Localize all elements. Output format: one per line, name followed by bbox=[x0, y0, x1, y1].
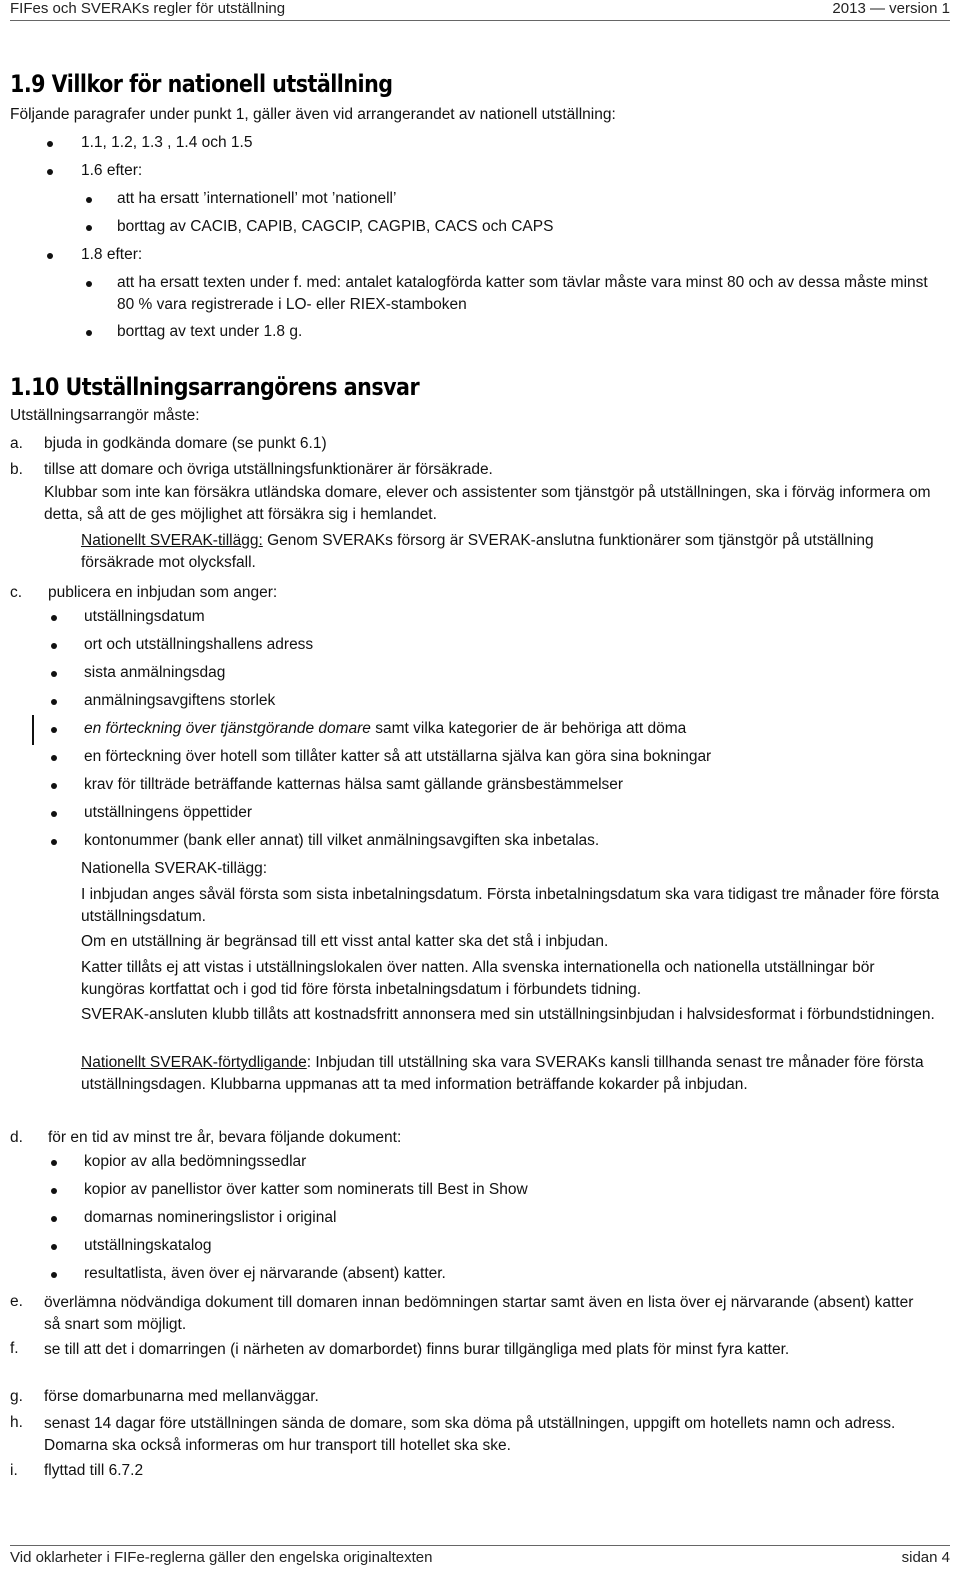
note-text: Genom SVERAKs försorg är SVERAK-anslutna funktionärer som tjänstgör på utställning försäkrade mot olycksfall. bbox=[81, 532, 874, 571]
note-label: Nationellt SVERAK-förtydligande bbox=[81, 1054, 307, 1071]
text: samt vilka kategorier de är behöriga att döma bbox=[370, 720, 687, 737]
bullet bbox=[51, 1244, 57, 1250]
national-note: Om en utställning är begränsad till ett visst antal katter ska det stå i inbjudan. bbox=[81, 933, 609, 950]
list-item: resultatlista, även över ej närvarande (absent) katter. bbox=[84, 1265, 446, 1282]
section-1-9-intro: Följande paragrafer under punkt 1, gäller även vid arrangerandet av nationell utställning: bbox=[10, 106, 616, 123]
bullet bbox=[47, 141, 53, 147]
list-item: 1.1, 1.2, 1.3 , 1.4 och 1.5 bbox=[81, 134, 253, 151]
bullet bbox=[51, 1160, 57, 1166]
list-marker: e. bbox=[10, 1293, 23, 1310]
list-item: ort och utställningshallens adress bbox=[84, 636, 314, 653]
list-item: kopior av panellistor över katter som nominerats till Best in Show bbox=[84, 1181, 528, 1198]
list-item: sista anmälningsdag bbox=[84, 664, 226, 681]
header-version: 2013 — version 1 bbox=[832, 0, 950, 17]
page-header bbox=[10, 0, 950, 20]
note-text: : Inbjudan till utställning ska vara SVERAKs kansli tillhanda senast tre månader före första utställningsdagen. Klubbarna uppmanas att ta med information beträffande kokarder på inbjudan. bbox=[81, 1054, 924, 1093]
list-item: tillse att domare och övriga utställningsfunktionärer är försäkrade. bbox=[44, 461, 493, 478]
list-item: publicera en inbjudan som anger: bbox=[48, 584, 278, 601]
list-item: se till att det i domarringen (i närheten av domarbordet) finns burar tillgängliga med plats för minst fyra katter. bbox=[44, 1341, 790, 1358]
list-marker: g. bbox=[10, 1388, 23, 1405]
page-number: sidan 4 bbox=[901, 1549, 950, 1566]
bullet bbox=[47, 253, 53, 259]
italic-text: en förteckning över tjänstgörande domare bbox=[84, 720, 371, 737]
national-note: SVERAK-ansluten klubb tillåts att kostnadsfritt annonsera med sin utställningsinbjudan i halvsidesformat i förbundstidningen. bbox=[81, 1006, 935, 1023]
paragraph: Klubbar som inte kan försäkra utländska domare, elever och assistenter som tjänstgör på utställningen, ska i förväg informera om detta, så att de ges möjlighet att försäkra sig i hemlandet. bbox=[44, 484, 931, 523]
footer-note: Vid oklarheter i FIFe-reglerna gäller den engelska originaltexten bbox=[10, 1549, 433, 1566]
list-item: krav för tillträde beträffande katternas hälsa samt gällande gränsbestämmelser bbox=[84, 776, 624, 793]
list-marker: c. bbox=[10, 584, 23, 601]
list-marker: i. bbox=[10, 1462, 18, 1479]
list-marker: d. bbox=[10, 1129, 23, 1146]
page-footer bbox=[10, 1549, 950, 1566]
bullet bbox=[51, 671, 57, 677]
list-item: kontonummer (bank eller annat) till vilket anmälningsavgiften ska inbetalas. bbox=[84, 832, 600, 849]
list-item: flyttad till 6.7.2 bbox=[44, 1462, 144, 1479]
bullet bbox=[51, 1216, 57, 1222]
bullet bbox=[51, 699, 57, 705]
bullet bbox=[51, 1188, 57, 1194]
footer-divider bbox=[10, 1545, 950, 1546]
national-note bbox=[81, 530, 941, 574]
list-item: utställningskatalog bbox=[84, 1237, 212, 1254]
bullet bbox=[51, 615, 57, 621]
list-item: bjuda in godkända domare (se punkt 6.1) bbox=[44, 435, 327, 452]
section-1-10-intro: Utställningsarrangör måste: bbox=[10, 407, 200, 424]
bullet bbox=[86, 225, 92, 231]
list-item: senast 14 dagar före utställningen sända de domare, som ska döma på utställningen, uppgift om hotellets namn och adress. Domarna ska också informeras om hur transport till hotellet ska ske. bbox=[44, 1415, 896, 1454]
bullet bbox=[51, 643, 57, 649]
note-label: Nationellt SVERAK-tillägg: bbox=[81, 532, 263, 549]
list-item: 1.8 efter: bbox=[81, 246, 143, 263]
list-item: för en tid av minst tre år, bevara följande dokument: bbox=[48, 1129, 402, 1146]
bullet bbox=[51, 727, 57, 733]
bullet bbox=[86, 330, 92, 336]
list-item: överlämna nödvändiga dokument till domaren innan bedömningen startar samt även en lista över ej närvarande (absent) katter så snart som möjligt. bbox=[44, 1294, 914, 1333]
list-marker: a. bbox=[10, 435, 23, 452]
list-item: förse domarbunarna med mellanväggar. bbox=[44, 1388, 319, 1405]
list-item bbox=[84, 720, 686, 738]
list-item: domarnas nomineringslistor i original bbox=[84, 1209, 337, 1226]
header-divider bbox=[10, 20, 950, 21]
list-item: utställningsdatum bbox=[84, 608, 205, 625]
change-bar bbox=[32, 715, 34, 745]
national-note-label: Nationella SVERAK-tillägg: bbox=[81, 860, 268, 877]
header-title: FIFes och SVERAKs regler för utställning bbox=[10, 0, 286, 17]
list-marker: b. bbox=[10, 461, 23, 478]
bullet bbox=[51, 811, 57, 817]
list-item: 1.6 efter: bbox=[81, 162, 143, 179]
list-marker: f. bbox=[10, 1340, 19, 1357]
bullet bbox=[51, 839, 57, 845]
section-1-10-heading: 1.10 Utställningsarrangörens ansvar bbox=[10, 373, 420, 401]
clarification-note bbox=[81, 1052, 941, 1096]
section-1-9-heading: 1.9 Villkor för nationell utställning bbox=[10, 70, 393, 98]
list-item: kopior av alla bedömningssedlar bbox=[84, 1153, 307, 1170]
bullet bbox=[86, 281, 92, 287]
national-note: Katter tillåts ej att vistas i utställningslokalen över natten. Alla svenska internationella och nationella utställningar bör kungöras kortfattat och i god tid före första inbetalningsdatum i förbundets tidning. bbox=[81, 959, 875, 998]
list-item: utställningens öppettider bbox=[84, 804, 253, 821]
national-note: I inbjudan anges såväl första som sista inbetalningsdatum. Första inbetalningsdatum ska vara tidigast tre månader före första utställningsdatum. bbox=[81, 886, 940, 925]
list-item: en förteckning över hotell som tillåter katter så att utställarna själva kan göra sina bokningar bbox=[84, 748, 712, 765]
list-item: anmälningsavgiftens storlek bbox=[84, 692, 276, 709]
list-item: att ha ersatt ’internationell’ mot ’nationell’ bbox=[117, 190, 397, 207]
bullet bbox=[86, 197, 92, 203]
list-item: borttag av text under 1.8 g. bbox=[117, 323, 303, 340]
bullet bbox=[47, 169, 53, 175]
bullet bbox=[51, 1272, 57, 1278]
list-item: borttag av CACIB, CAPIB, CAGCIP, CAGPIB, CACS och CAPS bbox=[117, 218, 554, 235]
bullet bbox=[51, 783, 57, 789]
bullet bbox=[51, 755, 57, 761]
list-item: att ha ersatt texten under f. med: antalet katalogförda katter som tävlar måste vara minst 80 och av dessa måste minst 80 % vara registrerade i LO- eller RIEX-stamboken bbox=[117, 274, 928, 313]
list-marker: h. bbox=[10, 1414, 23, 1431]
